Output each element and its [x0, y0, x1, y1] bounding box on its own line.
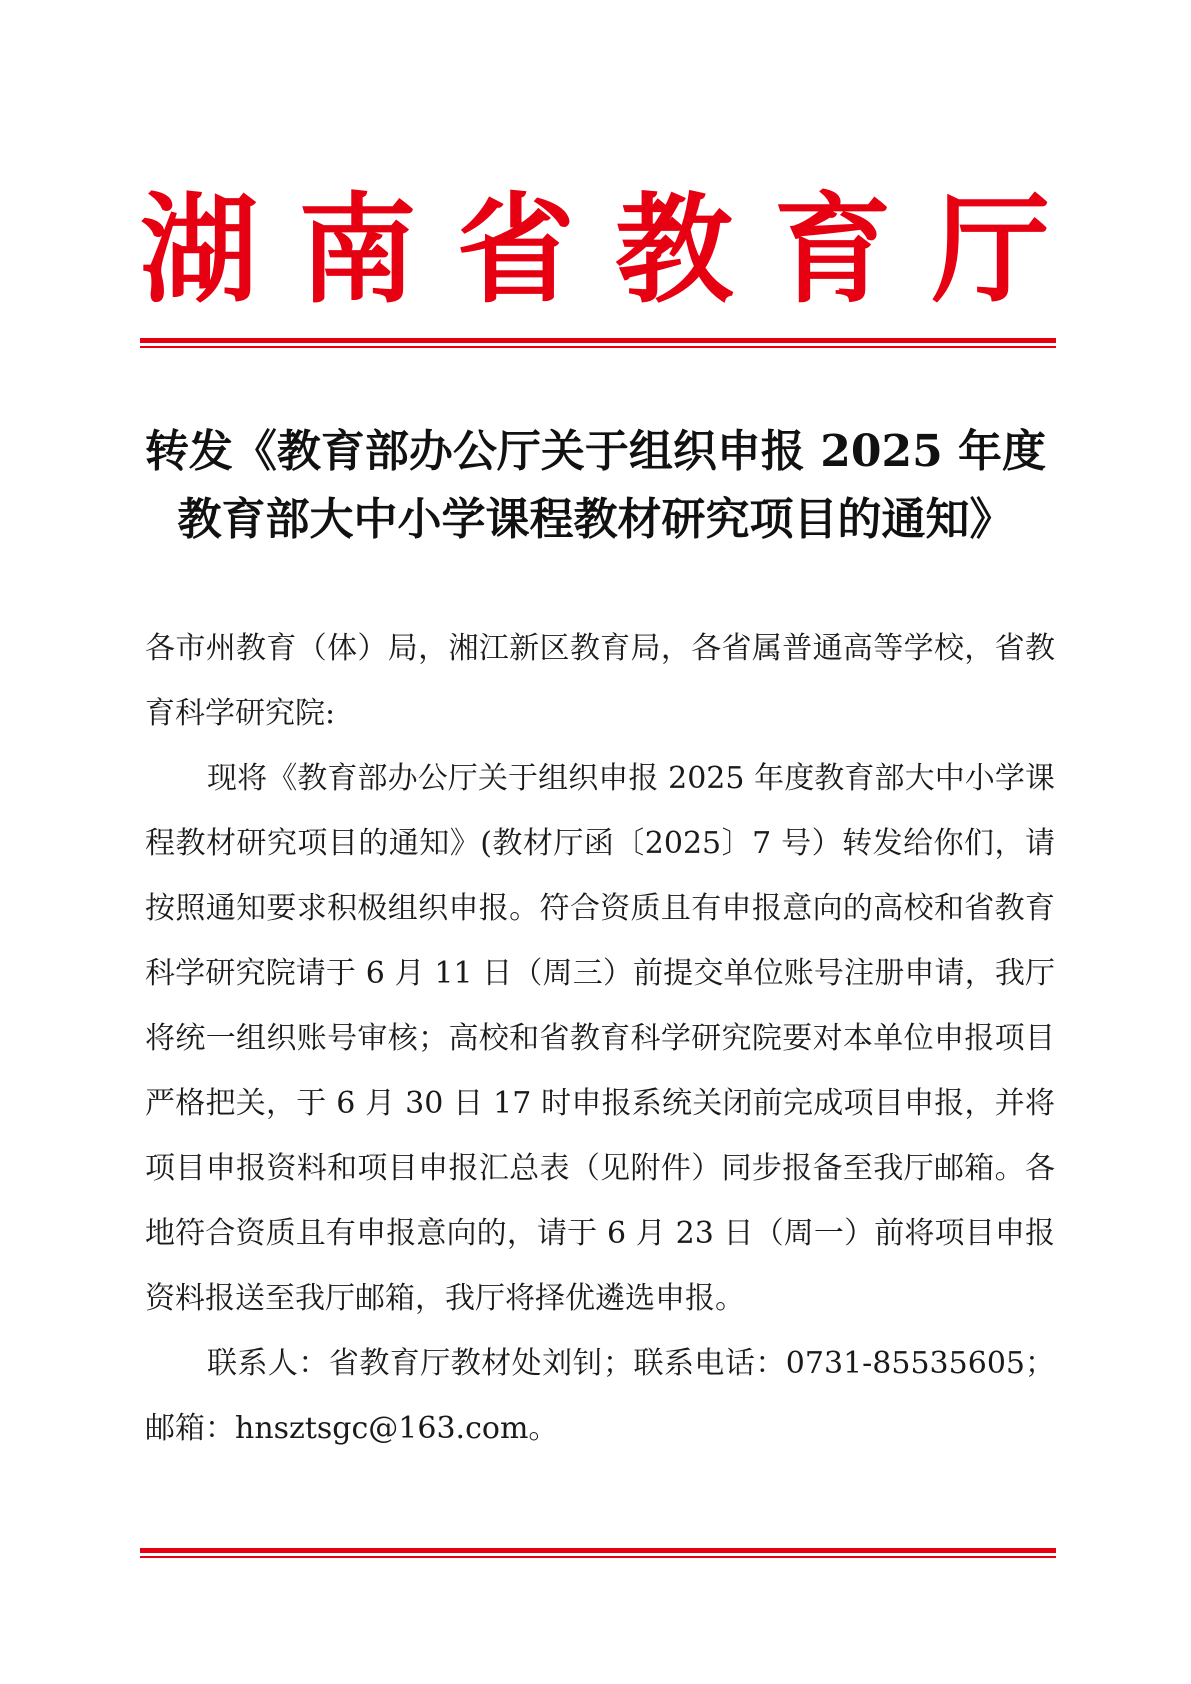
divider-thin-line: [140, 1556, 1056, 1558]
header-char: 教: [615, 180, 734, 319]
header-char: 厅: [931, 180, 1050, 319]
header-char: 湖: [140, 180, 259, 319]
divider-thick-line: [140, 1548, 1056, 1553]
document-body: [145, 616, 1055, 1461]
title-line-2: 教育部大中小学课程教材研究项目的通知》: [177, 494, 1014, 545]
divider-thick-line: [140, 338, 1056, 343]
header-char: 省: [456, 180, 575, 319]
header-char: 南: [298, 180, 417, 319]
title-line-1: 转发《教育部办公厅关于组织申报 2025 年度: [144, 426, 1047, 477]
divider-thin-line: [140, 346, 1056, 348]
document-title: [100, 418, 1091, 554]
body-paragraph: 现将《教育部办公厅关于组织申报 2025 年度教育部大中小学课程教材研究项目的通知》(教材厅函〔2025〕7 号）转发给你们，请按照通知要求积极组织申报。符合资质且有申报意向的高校和省教育科学研究院请于 6 月 11 日（周三）前提交单位账号注册申请，我厅将统一组织账号审核；高校和省教育科学研究院要对本单位申报项目严格把关，于 6 月 30 日 17 时申报系统关闭前完成项目申报，并将项目申报资料和项目申报汇总表（见附件）同步报备至我厅邮箱。各地符合资质且有申报意向的，请于 6 月 23 日（周一）前将项目申报资料报送至我厅邮箱，我厅将择优遴选申报。: [145, 761, 1055, 1316]
salutation: 各市州教育（体）局，湘江新区教育局，各省属普通高等学校，省教育科学研究院:: [145, 631, 1055, 731]
contact-paragraph: 联系人：省教育厅教材处刘钊；联系电话：0731-85535605；邮箱：hnsztsgc@163.com。: [145, 1346, 1055, 1446]
header-char: 育: [773, 180, 892, 319]
header-divider: [140, 338, 1056, 349]
footer-divider: [140, 1548, 1056, 1559]
issuing-authority-header: [140, 180, 1050, 320]
